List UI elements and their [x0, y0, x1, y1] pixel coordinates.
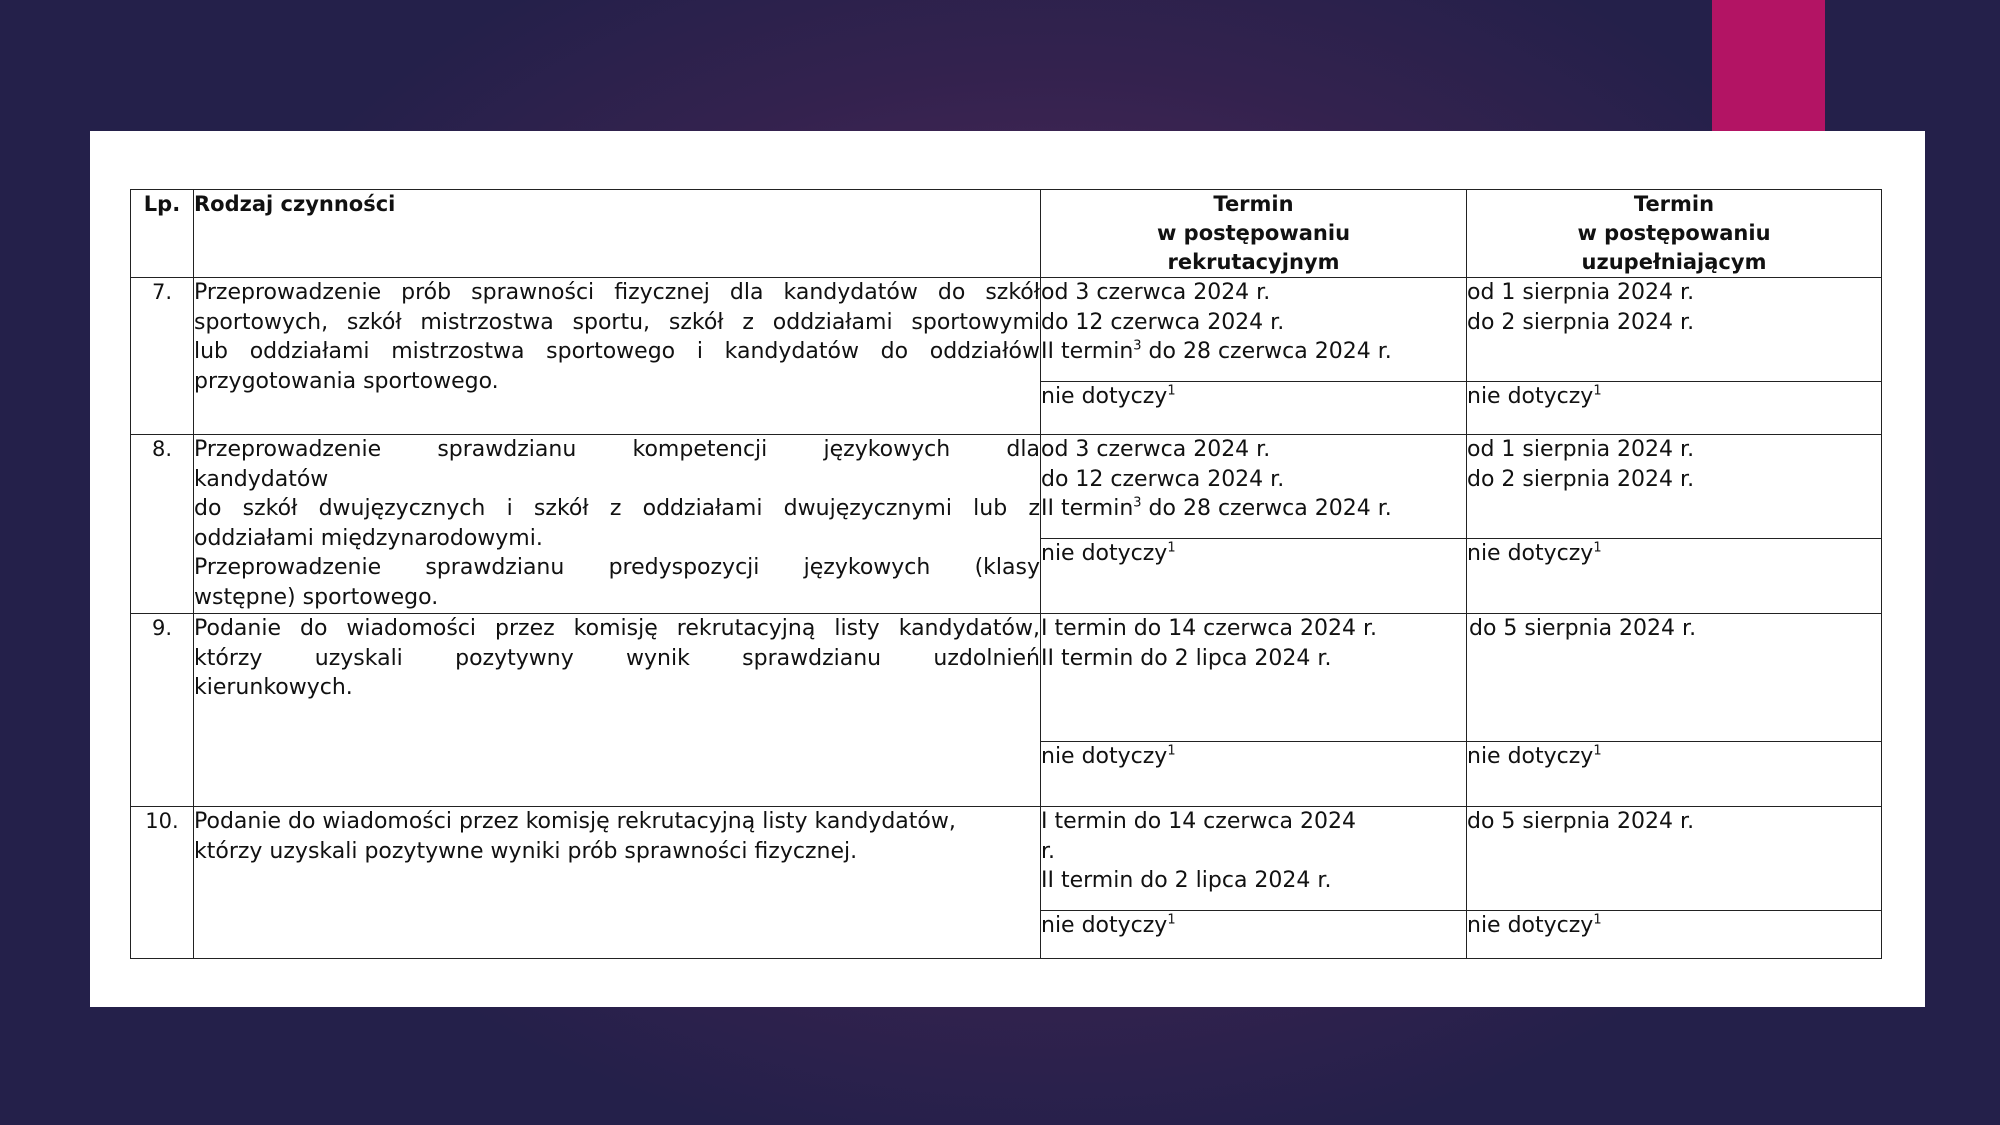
term-line: od 3 czerwca 2024 r.: [1041, 437, 1271, 462]
term-line: do 12 czerwca 2024 r.: [1041, 466, 1285, 492]
footnote-marker: 3: [1133, 495, 1142, 511]
desc-line: wstępne) sportowego.: [194, 584, 439, 610]
footnote-marker: 1: [1593, 540, 1602, 556]
term-line: od 1 sierpnia 2024 r.: [1467, 280, 1695, 305]
header-lp: Lp.: [131, 190, 194, 278]
term-line: I termin do 14 czerwca 2024 r.: [1041, 616, 1377, 641]
term-line: [1041, 494, 1466, 524]
term-supplementary-na: [1467, 742, 1882, 807]
term-supplementary-na: [1467, 911, 1882, 959]
term-line: [1041, 337, 1466, 367]
row-number: 8.: [131, 435, 194, 614]
term-text: do 28 czerwca 2024 r.: [1141, 496, 1392, 521]
desc-line: oddziałami międzynarodowymi.: [194, 525, 543, 551]
term-line: do 5 sierpnia 2024 r.: [1467, 809, 1695, 834]
row-description: [194, 807, 1041, 959]
term-line: do 12 czerwca 2024 r.: [1041, 309, 1285, 335]
term-line: od 3 czerwca 2024 r.: [1041, 280, 1271, 305]
term-line: r.: [1041, 838, 1056, 864]
table-row: [131, 435, 1882, 539]
desc-line: Przeprowadzenie sprawdzianu kompetencji językowych dla: [194, 437, 1040, 462]
term-line: II termin do 2 lipca 2024 r.: [1041, 645, 1332, 671]
desc-line: Podanie do wiadomości przez komisję rekrutacyjną listy kandydatów,: [194, 809, 956, 834]
term-recruitment: [1041, 278, 1467, 382]
term-line: do 5 sierpnia 2024 r.: [1469, 616, 1697, 641]
desc-line: sportowych, szkół mistrzostwa sportu, szkół z oddziałami sportowymi: [194, 309, 1040, 335]
row-description: [194, 435, 1041, 614]
footnote-marker: 1: [1167, 383, 1176, 399]
accent-block: [1712, 0, 1825, 131]
term-supplementary-na: [1467, 382, 1882, 435]
desc-line: przygotowania sportowego.: [194, 368, 499, 394]
term-line: do 2 sierpnia 2024 r.: [1467, 466, 1695, 492]
table-row: [131, 278, 1882, 382]
term-recruitment: [1041, 614, 1467, 742]
term-line: I termin do 14 czerwca 2024: [1041, 809, 1356, 834]
footnote-marker: 3: [1133, 338, 1142, 354]
footnote-marker: 1: [1593, 383, 1602, 399]
term-supplementary: [1467, 614, 1882, 742]
na-text: nie dotyczy: [1467, 384, 1594, 409]
recruitment-schedule-table: [130, 189, 1882, 959]
desc-line: kandydatów: [194, 466, 329, 492]
term-recruitment-na: [1041, 742, 1467, 807]
header-term-supplementary: [1467, 190, 1882, 278]
term-line: do 2 sierpnia 2024 r.: [1467, 309, 1695, 335]
table-row: [131, 614, 1882, 742]
na-text: nie dotyczy: [1041, 541, 1168, 566]
desc-line: Przeprowadzenie prób sprawności fizycznej dla kandydatów do szkół: [194, 280, 1040, 305]
term-text: II termin: [1041, 339, 1134, 364]
na-text: nie dotyczy: [1467, 541, 1594, 566]
footnote-marker: 1: [1167, 912, 1176, 928]
footnote-marker: 1: [1167, 743, 1176, 759]
header-line: Termin: [1633, 192, 1715, 216]
na-text: nie dotyczy: [1041, 913, 1168, 938]
term-supplementary-na: [1467, 539, 1882, 614]
term-recruitment: [1041, 435, 1467, 539]
desc-line: którzy uzyskali pozytywny wynik sprawdzianu uzdolnień: [194, 645, 1040, 671]
desc-line: Podanie do wiadomości przez komisję rekrutacyjną listy kandydatów,: [194, 616, 1040, 641]
header-line: w postępowaniu: [1156, 221, 1351, 245]
term-supplementary: [1467, 278, 1882, 382]
footnote-marker: 1: [1593, 743, 1602, 759]
footnote-marker: 1: [1167, 540, 1176, 556]
header-line: uzupełniającym: [1581, 250, 1767, 274]
term-recruitment-na: [1041, 382, 1467, 435]
row-number: 10.: [131, 807, 194, 959]
header-line: Termin: [1213, 192, 1294, 216]
row-description: [194, 614, 1041, 807]
slide-panel: [90, 131, 1925, 1007]
term-recruitment: [1041, 807, 1467, 911]
header-term-recruitment: [1041, 190, 1467, 278]
header-line: rekrutacyjnym: [1167, 250, 1340, 274]
footnote-marker: 1: [1593, 912, 1602, 928]
desc-line: Przeprowadzenie sprawdzianu predyspozycji językowych (klasy: [194, 555, 1040, 580]
header-line: w postępowaniu: [1577, 221, 1771, 245]
desc-line: którzy uzyskali pozytywne wyniki prób sprawności fizycznej.: [194, 838, 858, 864]
term-line: od 1 sierpnia 2024 r.: [1467, 437, 1695, 462]
term-recruitment-na: [1041, 539, 1467, 614]
table-row: [131, 807, 1882, 911]
row-description: [194, 278, 1041, 435]
row-number: 7.: [131, 278, 194, 435]
desc-line: do szkół dwujęzycznych i szkół z oddziałami dwujęzycznymi lub z: [194, 496, 1040, 521]
table-header-row: [131, 190, 1882, 278]
na-text: nie dotyczy: [1041, 744, 1168, 769]
term-text: do 28 czerwca 2024 r.: [1141, 339, 1392, 364]
desc-line: lub oddziałami mistrzostwa sportowego i kandydatów do oddziałów: [194, 339, 1040, 364]
na-text: nie dotyczy: [1041, 384, 1168, 409]
term-recruitment-na: [1041, 911, 1467, 959]
row-number: 9.: [131, 614, 194, 807]
header-description: Rodzaj czynności: [194, 190, 1041, 278]
term-line: II termin do 2 lipca 2024 r.: [1041, 868, 1332, 893]
term-supplementary: [1467, 807, 1882, 911]
term-supplementary: [1467, 435, 1882, 539]
na-text: nie dotyczy: [1467, 913, 1594, 938]
na-text: nie dotyczy: [1467, 744, 1594, 769]
desc-line: kierunkowych.: [194, 675, 353, 700]
term-text: II termin: [1041, 496, 1134, 521]
